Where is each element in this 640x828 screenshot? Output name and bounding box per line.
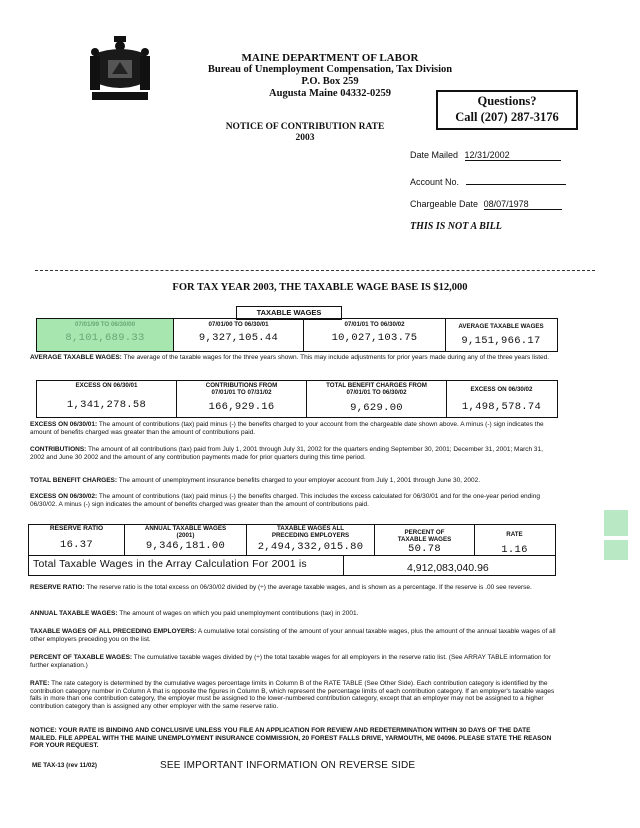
rate-cell-reserve-ratio: RESERVE RATIO 16.37 [29, 525, 125, 555]
questions-phone: Call (207) 287-3176 [455, 110, 559, 124]
date-mailed-value: 12/31/2002 [465, 150, 561, 161]
def-percent-taxable: PERCENT OF TAXABLE WAGES: The cumulative taxable wages divided by (÷) the total taxable wages for all employers in the reserve ratio list. (See ARRAY TABLE information for further explanation.) [30, 654, 551, 669]
def-excess-0630-02: EXCESS ON 06/30/02: The amount of contributions (tax) paid minus (-) the benefits charged. This includes the excess calculated for 06/30/01 and for the one-year period ending 06/30/02. A minus (-) sign indicates the amount of benefits charged was greater than the amount of contributions paid. [30, 493, 540, 508]
bureau-name: Bureau of Unemployment Compensation, Tax Division [207, 64, 453, 75]
rate-cell-percent: PERCENT OF TAXABLE WAGES 50.78 [375, 525, 475, 555]
agency-name: MAINE DEPARTMENT OF LABOR [241, 52, 419, 64]
notice-title: NOTICE OF CONTRIBUTION RATE [225, 122, 385, 132]
average-note: AVERAGE TAXABLE WAGES: The average of the taxable wages for the three years shown. This may include adjustments for prior years made during any of the three years listed. [30, 354, 550, 361]
excess-table [36, 380, 558, 418]
tax-year-line: FOR TAX YEAR 2003, THE TAXABLE WAGE BASE IS $12,000 [172, 282, 468, 293]
wages-cell-2: 07/01/00 TO 06/30/01 9,327,105.44 [174, 319, 304, 351]
def-rate: RATE: The rate category is determined by the cumulative wages percentage limits in Column B of the RATE TABLE (See Other Side). Each contribution category is identified by the contribution category number in Column A that is opposite the figures in Column B, which represent the percentage limits of each contribution category. If an employer's taxable wages falls in more than one contribution category, the employer must be assigned to the lower-numbered contribution category, except that an employer may not be assigned to a higher contribution category than is assigned any other employer with the same reserve ratio. [30, 680, 555, 710]
def-contributions: CONTRIBUTIONS: The amount of all contributions (tax) paid from July 1, 2001 through July 31, 2002 for the quarters ending September 30, 2001; December 31, 2001; March 31, 2002 and June 30 2002 and the amount of any contribution payments made for prior quarters during this time period. [30, 446, 543, 461]
def-excess-0630-01: EXCESS ON 06/30/01: The amount of contributions (tax) paid minus (-) the benefits charged to your account from the chargeable date shown above. A minus (-) sign indicates the amount of benefits charged was greater than the amount of contributions paid. [30, 421, 544, 436]
date-mailed-label: Date Mailed [410, 150, 459, 160]
excess-cell-4: EXCESS ON 06/30/02 1,498,578.74 [461, 386, 542, 413]
taxable-wages-table [36, 318, 558, 352]
questions-label: Questions? [477, 94, 537, 108]
po-box: P.O. Box 259 [301, 76, 359, 87]
def-annual-taxable-wages: ANNUAL TAXABLE WAGES: The amount of wages on which you paid unemployment contributions (tax) in 2001. [30, 610, 359, 617]
side-tab-lower [604, 540, 628, 560]
excess-cell-3: TOTAL BENEFIT CHARGES FROM 07/01/01 TO 06/30/02 9,629.00 [307, 381, 447, 417]
rate-cell-rate: RATE 1.16 [501, 531, 528, 556]
account-label: Account No. [410, 177, 460, 187]
questions-box [436, 90, 578, 130]
taxable-wages-caption: TAXABLE WAGES [236, 306, 342, 320]
excess-cell-1: EXCESS ON 06/30/01 1,341,278.58 [37, 381, 177, 417]
total-taxable-label: Total Taxable Wages in the Array Calculation For 2001 is [33, 558, 307, 570]
total-taxable-value: 4,912,083,040.96 [407, 562, 489, 574]
def-reserve-ratio: RESERVE RATIO: The reserve ratio is the total excess on 06/30/02 divided by (÷) the average taxable wages, and is shown as a percentage. If the reserve is .00 see reverse. [30, 584, 532, 591]
def-total-benefit-charges: TOTAL BENEFIT CHARGES: The amount of unemployment insurance benefits charged to your employer account from July 1, 2001 through June 30, 2002. [30, 477, 481, 484]
side-tab-upper [604, 510, 628, 536]
scan-divider [35, 270, 595, 271]
not-a-bill: THIS IS NOT A BILL [410, 221, 502, 232]
rate-table [28, 524, 556, 576]
wages-cell-4: AVERAGE TAXABLE WAGES 9,151,966.17 [458, 323, 544, 347]
reverse-side-note: SEE IMPORTANT INFORMATION ON REVERSE SIDE [160, 760, 416, 771]
chargeable-label: Chargeable Date [410, 199, 479, 209]
wages-cell-1: 07/01/99 TO 06/30/00 8,101,689.33 [37, 319, 174, 351]
city-address: Augusta Maine 04332-0259 [269, 88, 391, 99]
account-value [466, 175, 566, 185]
rate-cell-annual-wages: ANNUAL TAXABLE WAGES (2001) 9,346,181.00 [125, 525, 247, 555]
maine-state-seal-icon [88, 34, 152, 104]
def-preceding-employers: TAXABLE WAGES OF ALL PRECEDING EMPLOYERS: A cumulative total consisting of the amount of your annual taxable wages, plus the amount of the annual taxable wages of all other employers preceding you on the list. [30, 628, 556, 643]
form-id: ME TAX-13 (rev 11/02) [32, 762, 97, 769]
chargeable-value: 08/07/1978 [484, 199, 562, 210]
wages-cell-3: 07/01/01 TO 06/30/02 10,027,103.75 [304, 319, 446, 351]
notice-year: 2003 [295, 133, 315, 143]
excess-cell-2: CONTRIBUTIONS FROM 07/01/01 TO 07/31/02 166,929.16 [177, 381, 307, 417]
notice-appeal: NOTICE: YOUR RATE IS BINDING AND CONCLUSIVE UNLESS YOU FILE AN APPLICATION FOR REVIEW AND REDETERMINATION WITHIN 30 DAYS OF THE DATE MAILED. FILE APPEAL WITH THE MAINE UNEMPLOYMENT INSURANCE COMMISSION, 20 FOREST FALLS DRIVE, YARMOUTH, ME 04096. PLEASE STATE THE REASON FOR YOUR REQUEST. [30, 727, 552, 750]
rate-cell-preceding-wages: TAXABLE WAGES ALL PRECEDING EMPLOYERS 2,494,332,015.80 [247, 525, 375, 555]
